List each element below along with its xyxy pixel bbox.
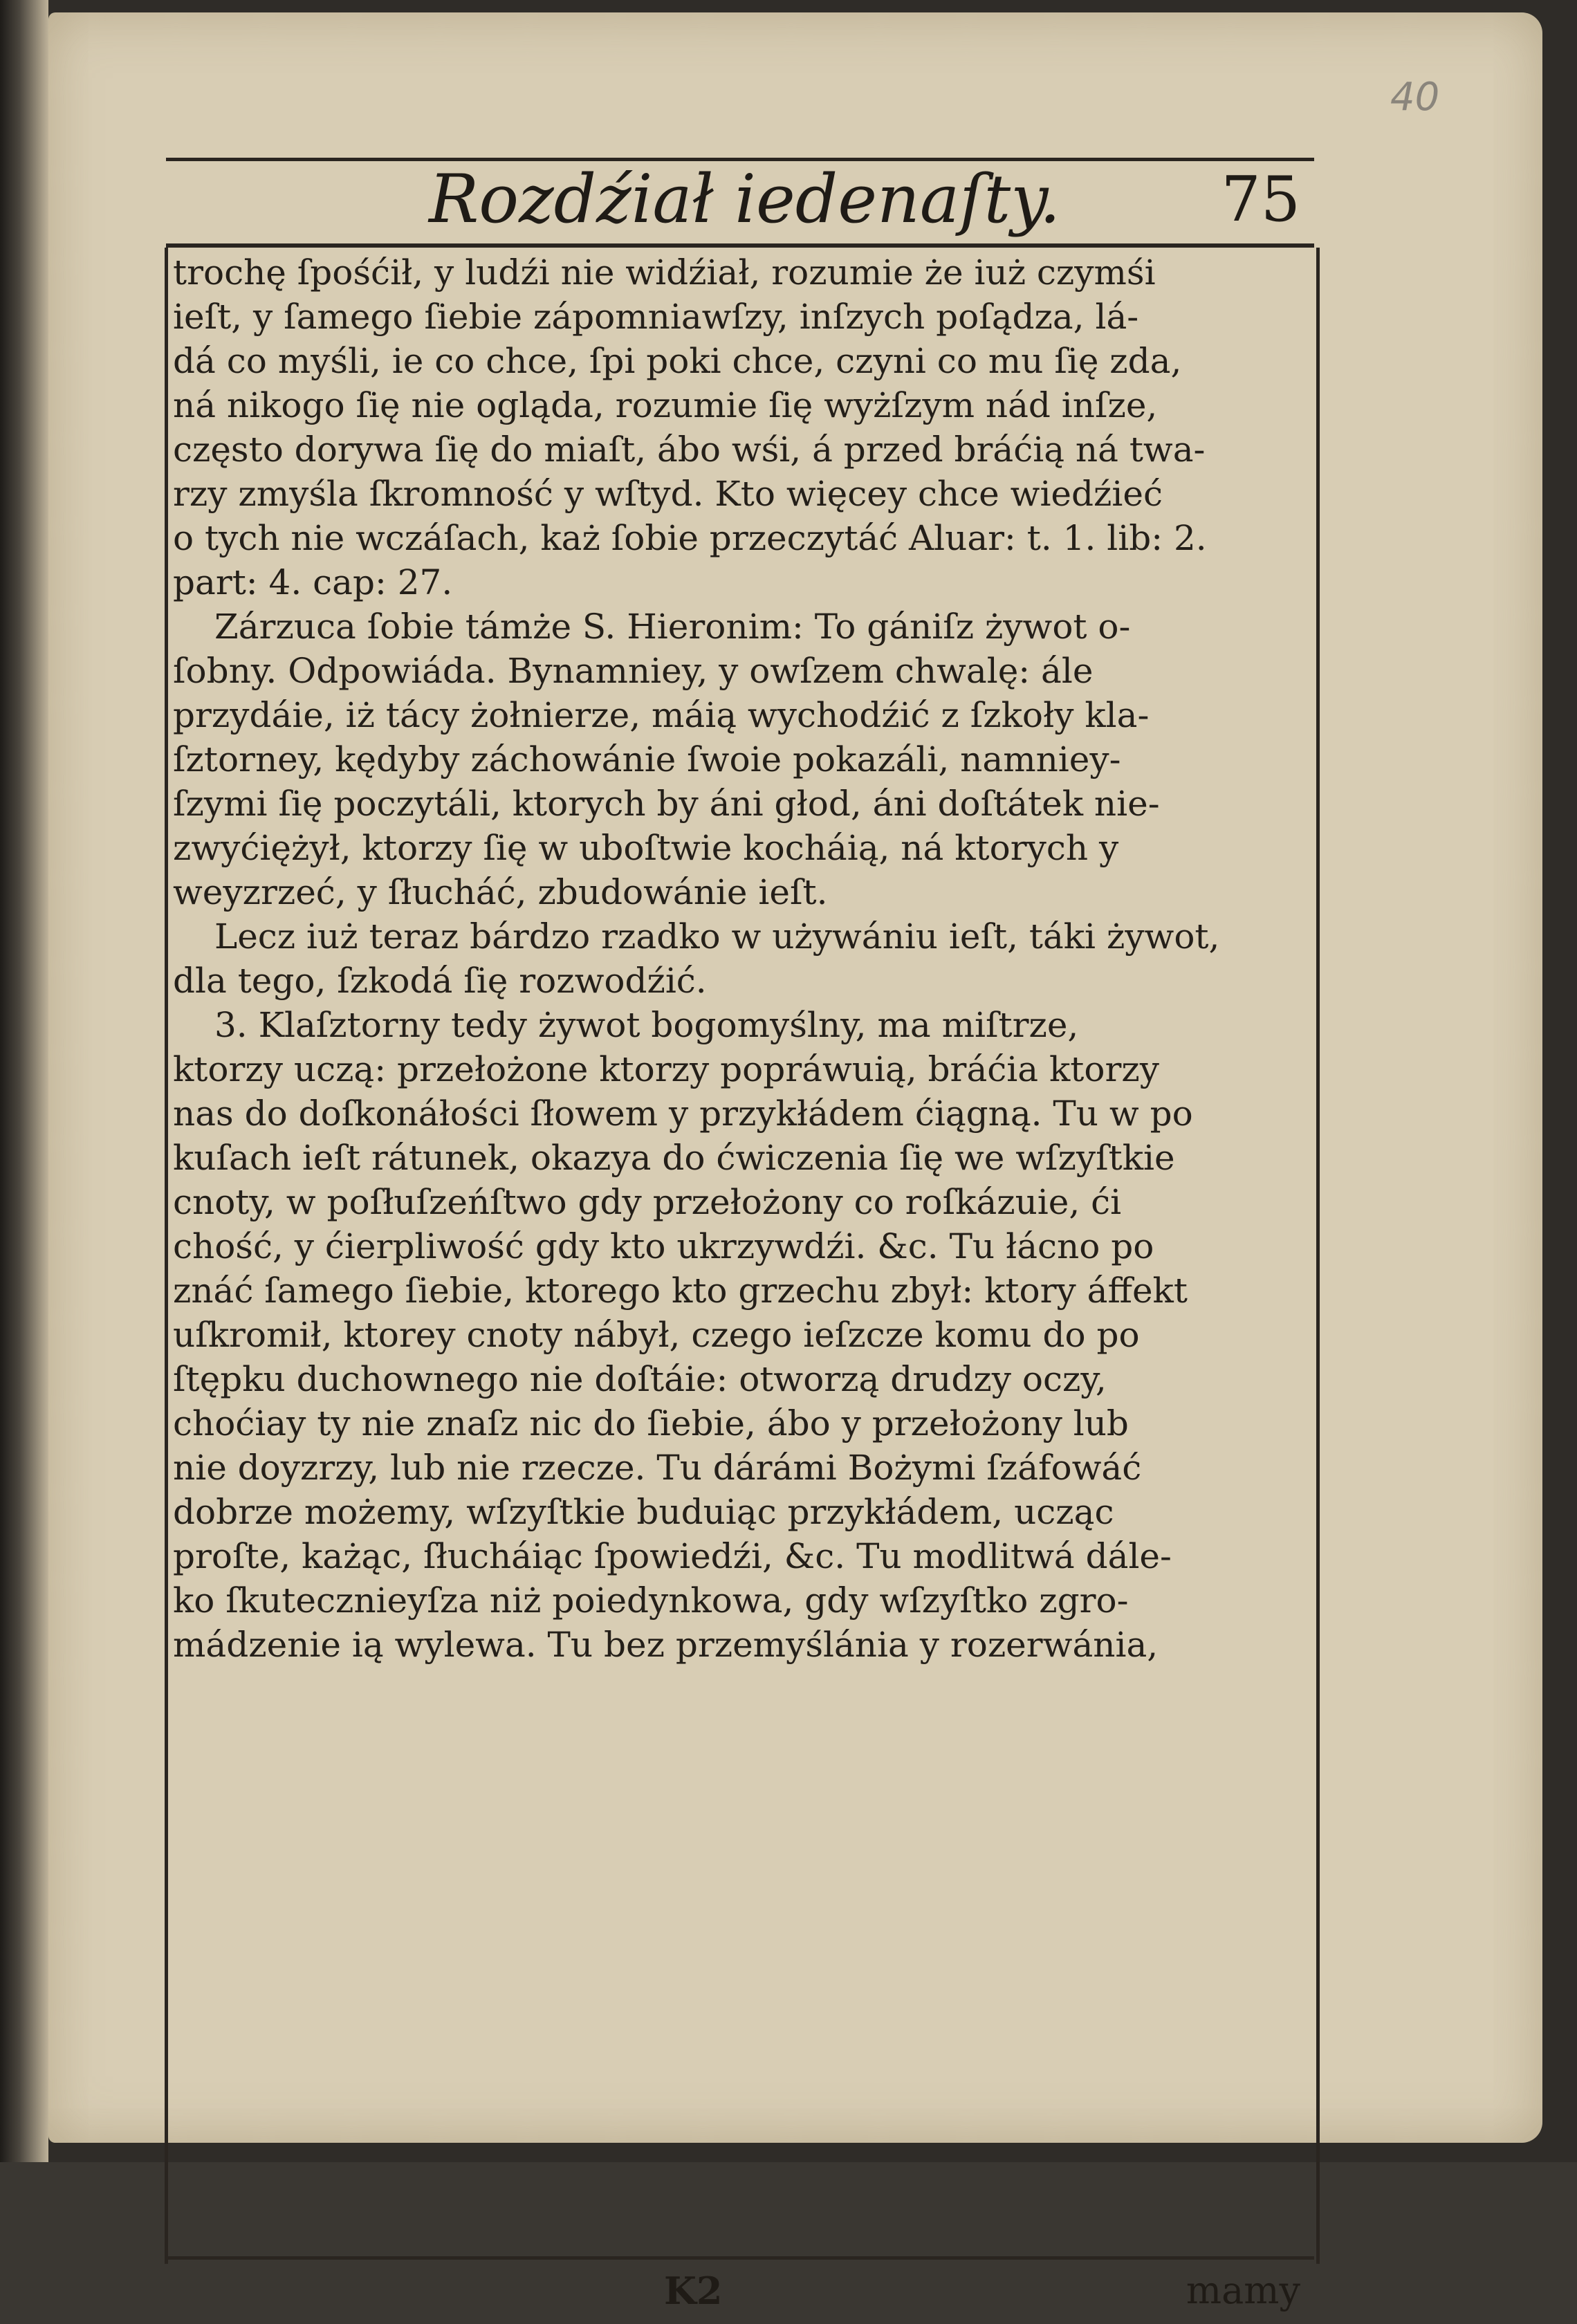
text-line: ieſt, y ſamego ſiebie zápomniawſzy, inſzych poſądza, lá- — [173, 297, 1139, 337]
text-line: kuſach ieſt rátunek, okazya do ćwiczenia ſię we wſzyſtkie — [173, 1138, 1175, 1178]
text-line: weyzrzeć, y ſłucháć, zbudowánie ieſt. — [173, 872, 828, 912]
text-line: przydáie, iż tácy żołnierze, máią wychodźić z ſzkoły kla- — [173, 695, 1150, 735]
signature-mark: K2 — [664, 2269, 723, 2313]
text-line: dá co myśli, ie co chce, ſpi poki chce, czyni co mu ſię zda, — [173, 341, 1182, 381]
text-line: ſztorney, kędyby záchowánie ſwoie pokazáli, namniey- — [173, 739, 1121, 780]
text-line: ktorzy uczą: przełożone ktorzy popráwuią, bráćia ktorzy — [173, 1049, 1159, 1089]
text-line: zwyćiężył, ktorzy ſię w uboſtwie kocháią, ná ktorych y — [173, 828, 1119, 868]
text-line: nas do doſkonáłości ſłowem y przykłádem ćiągną. Tu w po — [173, 1094, 1193, 1134]
text-line: o tych nie wczáſach, każ ſobie przeczytáć Aluar: t. 1. lib: 2. — [173, 518, 1207, 558]
text-line: dobrze możemy, wſzyſtkie buduiąc przykłádem, ucząc — [173, 1492, 1114, 1532]
text-line: proſte, każąc, ſłucháiąc ſpowiedźi, &c. Tu modlitwá dále- — [173, 1536, 1172, 1576]
text-line: często dorywa ſię do miaſt, ábo wśi, á przed bráćią ná twa- — [173, 430, 1206, 470]
text-line: ſzymi ſię poczytáli, ktorych by áni głod, áni doſtátek nie- — [173, 784, 1160, 824]
text-line: 3. Klaſztorny tedy żywot bogomyślny, ma miſtrze, — [214, 1005, 1079, 1045]
body-text — [173, 250, 1307, 1667]
text-line: ná nikogo ſię nie ogląda, rozumie ſię wyżſzym nád inſze, — [173, 385, 1158, 425]
text-line: ko ſkutecznieyſza niż poiedynkowa, gdy wſzyſtko zgro- — [173, 1580, 1129, 1621]
footer-rule — [166, 2256, 1314, 2260]
text-line: cnoty, w poſłuſzeńſtwo gdy przełożony co roſkázuie, ći — [173, 1182, 1122, 1222]
catchword: mamy — [1186, 2269, 1300, 2312]
text-line: Zárzuca ſobie támże S. Hieronim: To gániſz żywot o- — [214, 607, 1131, 647]
page-number: 75 — [1221, 163, 1300, 236]
facing-page-edge — [0, 0, 48, 2162]
text-line: Lecz iuż teraz bárdzo rzadko w używániu ieſt, táki żywot, — [214, 916, 1220, 957]
handwritten-folio-note: 40 — [1390, 75, 1440, 120]
text-line: chość, y ćierpliwość gdy kto ukrzywdźi. &c. Tu łácno po — [173, 1226, 1154, 1266]
text-line: znáć ſamego ſiebie, ktorego kto grzechu zbył: ktory áffekt — [173, 1271, 1188, 1311]
text-line: ſobny. Odpowiáda. Bynamniey, y owſzem chwalę: ále — [173, 651, 1094, 691]
text-line: dla tego, ſzkodá ſię rozwodźić. — [173, 961, 707, 1001]
text-line: uſkromił, ktorey cnoty nábył, czego ieſzcze komu do po — [173, 1315, 1140, 1355]
text-line: nie doyzrzy, lub nie rzecze. Tu dárámi Bożymi ſzáfowáć — [173, 1448, 1142, 1488]
text-line: rzy zmyśla ſkromność y wſtyd. Kto więcey chce wiedźieć — [173, 474, 1163, 514]
page-footer — [166, 2262, 1314, 2324]
chapter-title: Rozdźiał iedenaſty. — [429, 160, 1061, 238]
text-line: choćiay ty nie znaſz nic do ſiebie, ábo y przełożony lub — [173, 1403, 1129, 1444]
text-line: part: 4. cap: 27. — [173, 562, 453, 602]
text-line: trochę ſpośćił, y ludźi nie widźiał, rozumie że iuż czymśi — [173, 252, 1156, 293]
running-head — [166, 160, 1314, 243]
text-line: ſtępku duchownego nie doſtáie: otworzą drudzy oczy, — [173, 1359, 1107, 1399]
text-line: mádzenie ią wylewa. Tu bez przemyślánia y rozerwánia, — [173, 1625, 1159, 1665]
